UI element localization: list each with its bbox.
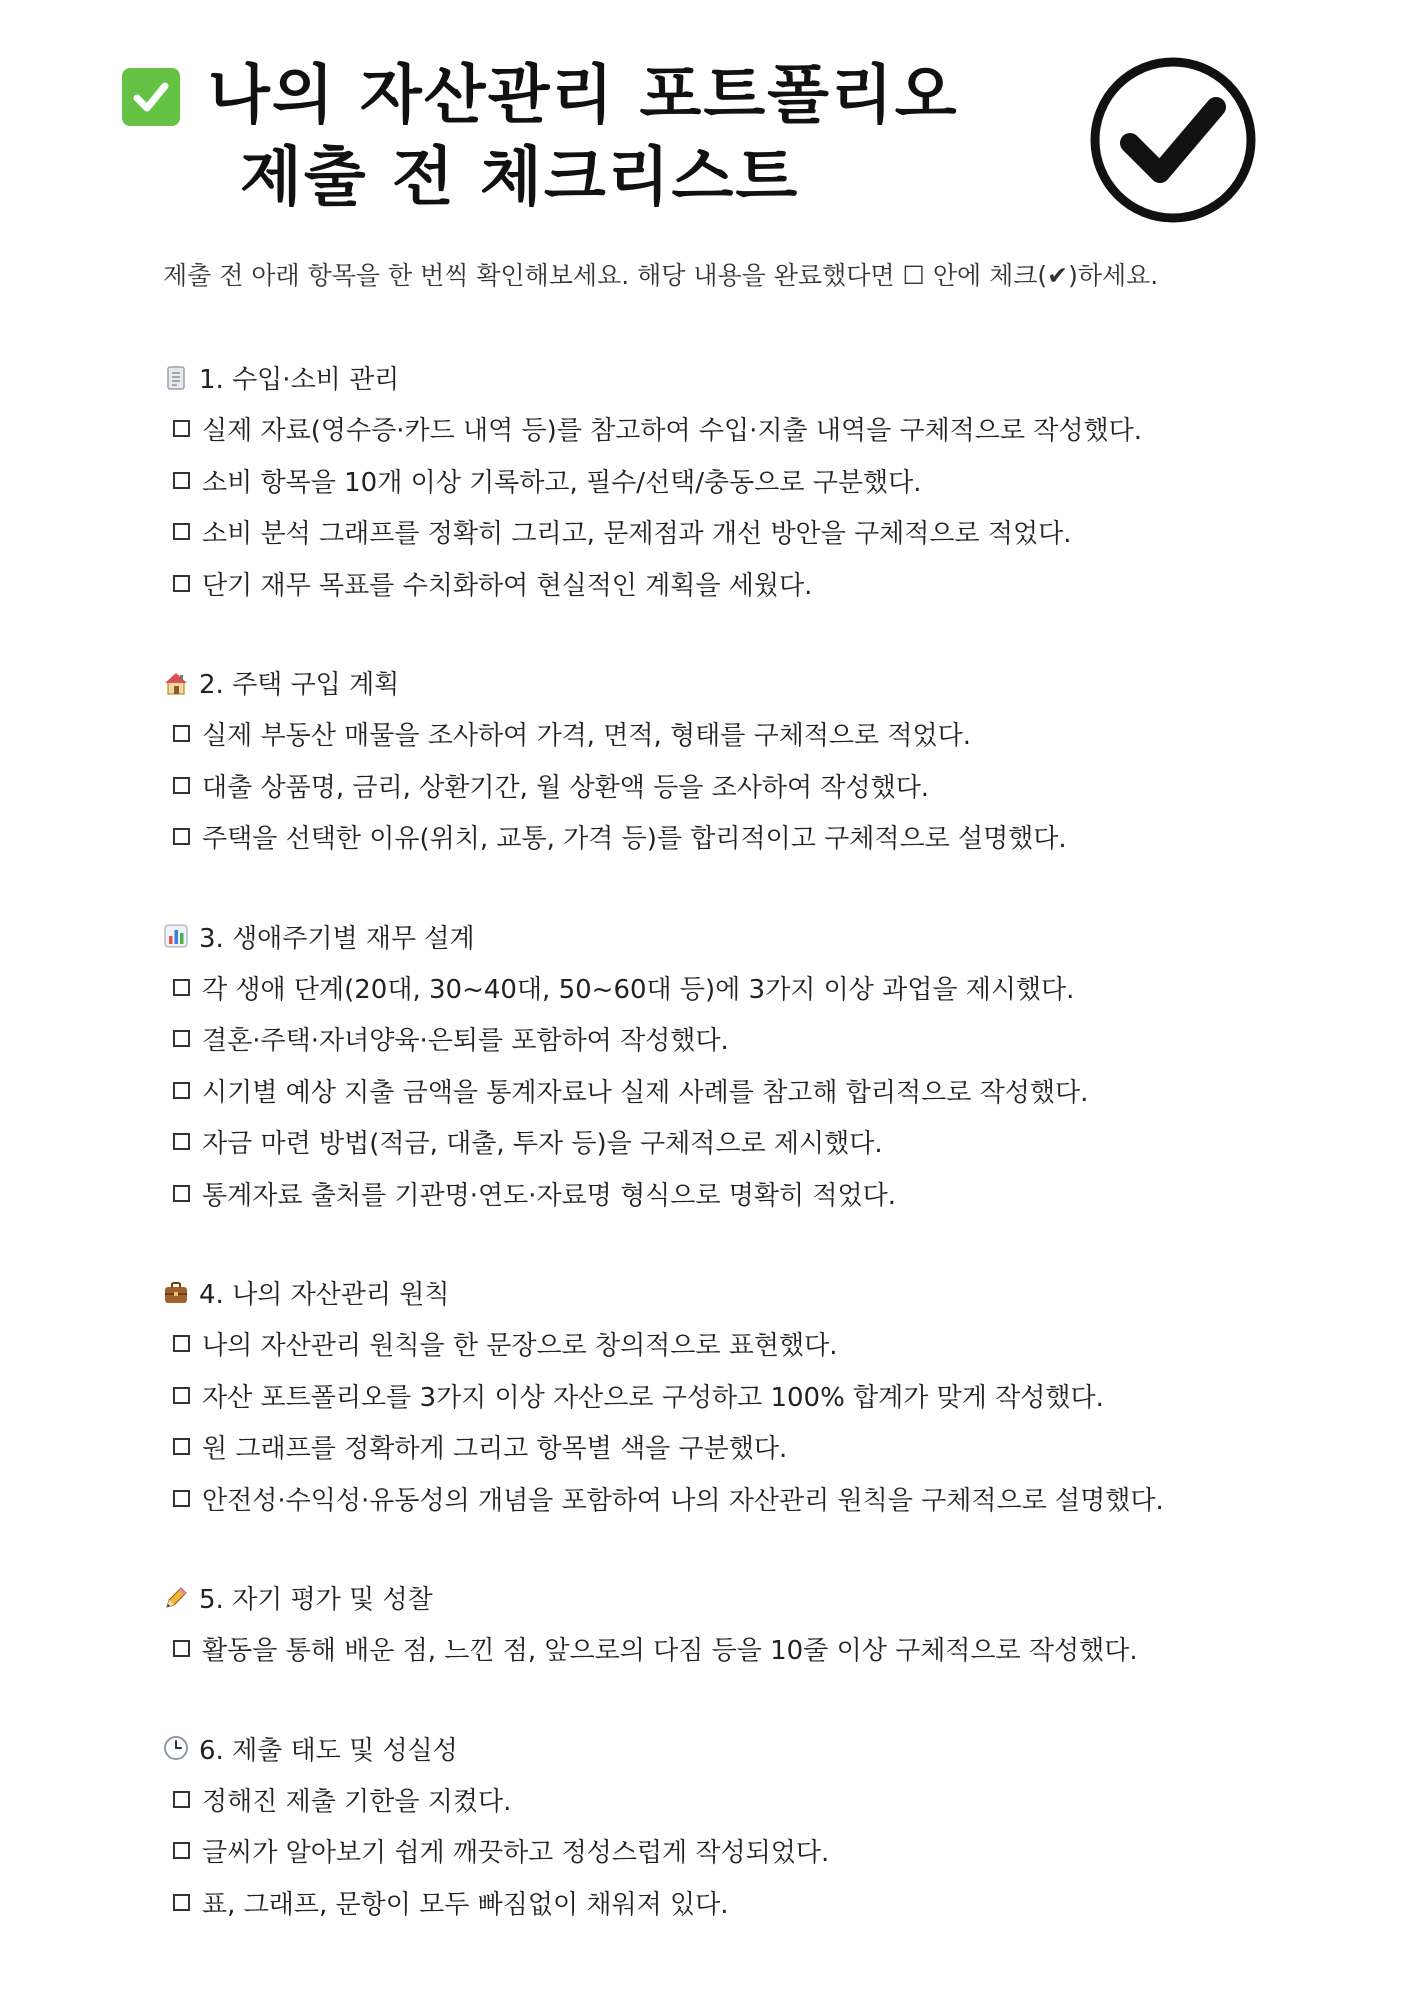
- checkbox[interactable]: [173, 1030, 190, 1047]
- checklist-item-text: 글씨가 알아보기 쉽게 깨끗하고 정성스럽게 작성되었다.: [202, 1838, 830, 1869]
- checkbox[interactable]: [173, 828, 190, 845]
- section-heading: [163, 1723, 1343, 1774]
- checklist: [163, 352, 1343, 1976]
- checklist-item: [163, 760, 1343, 812]
- bar-chart-icon: [163, 923, 189, 949]
- checklist-item-text: 대출 상품명, 금리, 상환기간, 월 상환액 등을 조사하여 작성했다.: [202, 772, 930, 803]
- checklist-item: [163, 811, 1343, 863]
- checklist-item: [163, 1825, 1343, 1877]
- checklist-item-text: 활동을 통해 배운 점, 느낀 점, 앞으로의 다짐 등을 10줄 이상 구체적으로 작성했다.: [202, 1636, 1138, 1667]
- checklist-item: [163, 1774, 1343, 1826]
- house-icon: [163, 670, 189, 696]
- checklist-item: [163, 1370, 1343, 1422]
- checklist-item: [163, 1013, 1343, 1065]
- checklist-item: [163, 403, 1343, 455]
- checklist-item-text: 시기별 예상 지출 금액을 통계자료나 실제 사례를 참고해 합리적으로 작성했다.: [202, 1077, 1089, 1108]
- checkbox[interactable]: [173, 1490, 190, 1507]
- checklist-section: [163, 657, 1343, 863]
- checklist-item-text: 자금 마련 방법(적금, 대출, 투자 등)을 구체적으로 제시했다.: [202, 1129, 883, 1160]
- circled-check-icon: [1088, 55, 1258, 225]
- section-title: 6. 제출 태도 및 성실성: [199, 1735, 458, 1766]
- checklist-item-text: 결혼·주택·자녀양육·은퇴를 포함하여 작성했다.: [202, 1026, 729, 1057]
- checklist-item-text: 자산 포트폴리오를 3가지 이상 자산으로 구성하고 100% 합계가 맞게 작성했다.: [202, 1382, 1104, 1413]
- checkbox[interactable]: [173, 1791, 190, 1808]
- white-check-mark-icon: [122, 68, 180, 126]
- section-title: 2. 주택 구입 계획: [199, 670, 400, 700]
- checklist-item-text: 실제 자료(영수증·카드 내역 등)를 참고하여 수입·지출 내역을 구체적으로 작성했다.: [202, 416, 1143, 447]
- checklist-item: [163, 708, 1343, 760]
- checklist-item-text: 실제 부동산 매물을 조사하여 가격, 면적, 형태를 구체적으로 적었다.: [202, 721, 972, 752]
- checklist-section: [163, 911, 1343, 1220]
- checklist-item-text: 각 생애 단계(20대, 30~40대, 50~60대 등)에 3가지 이상 과업을 제시했다.: [202, 974, 1075, 1005]
- briefcase-icon: [163, 1280, 189, 1306]
- section-title: 1. 수입·소비 관리: [199, 365, 400, 395]
- checkbox[interactable]: [173, 1185, 190, 1202]
- section-title: 3. 생애주기별 재무 설계: [199, 923, 475, 954]
- checkbox[interactable]: [173, 725, 190, 742]
- checkbox[interactable]: [173, 979, 190, 996]
- checklist-item: [163, 1318, 1343, 1370]
- checklist-item: [163, 1421, 1343, 1473]
- checklist-item-text: 나의 자산관리 원칙을 한 문장으로 창의적으로 표현했다.: [202, 1331, 838, 1362]
- checklist-item-text: 표, 그래프, 문항이 모두 빠짐없이 채워져 있다.: [202, 1889, 729, 1920]
- checkbox[interactable]: [173, 1082, 190, 1099]
- section-heading: [163, 1267, 1343, 1318]
- page-title-line1: 나의 자산관리 포트폴리오: [208, 59, 959, 133]
- checklist-item: [163, 1623, 1343, 1675]
- checklist-item: [163, 962, 1343, 1014]
- checkbox[interactable]: [173, 1894, 190, 1911]
- page-title-line2: 제출 전 체크리스트: [240, 141, 800, 215]
- checkbox[interactable]: [173, 472, 190, 489]
- checkbox[interactable]: [173, 1335, 190, 1352]
- section-heading: [163, 657, 1343, 708]
- checkbox[interactable]: [173, 1640, 190, 1657]
- checklist-item: [163, 1168, 1343, 1220]
- checklist-section: [163, 1572, 1343, 1675]
- checkbox[interactable]: [173, 1438, 190, 1455]
- section-heading: [163, 352, 1343, 403]
- checkbox[interactable]: [173, 1133, 190, 1150]
- checkbox[interactable]: [173, 523, 190, 540]
- checklist-item: [163, 1065, 1343, 1117]
- checkbox[interactable]: [173, 1842, 190, 1859]
- checklist-item-text: 단기 재무 목표를 수치화하여 현실적인 계획을 세웠다.: [202, 570, 813, 601]
- checklist-item-text: 소비 분석 그래프를 정확히 그리고, 문제점과 개선 방안을 구체적으로 적었다.: [202, 519, 1072, 550]
- section-title: 5. 자기 평가 및 성찰: [199, 1585, 433, 1615]
- checklist-item-text: 안전성·수익성·유동성의 개념을 포함하여 나의 자산관리 원칙을 구체적으로 설명했다.: [202, 1485, 1164, 1516]
- checkbox[interactable]: [173, 575, 190, 592]
- checkbox[interactable]: [173, 1387, 190, 1404]
- section-heading: [163, 911, 1343, 962]
- checklist-item-text: 통계자료 출처를 기관명·연도·자료명 형식으로 명확히 적었다.: [202, 1180, 897, 1211]
- checklist-item: [163, 1116, 1343, 1168]
- checklist-item: [163, 506, 1343, 558]
- receipt-icon: [163, 365, 189, 391]
- checklist-item-text: 주택을 선택한 이유(위치, 교통, 가격 등)를 합리적이고 구체적으로 설명했다.: [202, 824, 1067, 855]
- checklist-item: [163, 455, 1343, 507]
- intro-text: 제출 전 아래 항목을 한 번씩 확인해보세요. 해당 내용을 완료했다면 ☐ 안에 체크(✔)하세요.: [163, 261, 1159, 290]
- checkbox[interactable]: [173, 420, 190, 437]
- checklist-item: [163, 558, 1343, 610]
- checklist-item-text: 원 그래프를 정확하게 그리고 항목별 색을 구분했다.: [202, 1434, 788, 1465]
- clock-icon: [163, 1735, 189, 1761]
- checklist-item-text: 소비 항목을 10개 이상 기록하고, 필수/선택/충동으로 구분했다.: [202, 467, 922, 498]
- pencil-icon: [163, 1585, 189, 1611]
- checklist-item-text: 정해진 제출 기한을 지켰다.: [202, 1786, 512, 1817]
- checklist-section: [163, 1723, 1343, 1929]
- checklist-section: [163, 352, 1343, 609]
- checklist-section: [163, 1267, 1343, 1524]
- checkbox[interactable]: [173, 777, 190, 794]
- page-header: [120, 60, 1320, 230]
- checklist-item: [163, 1473, 1343, 1525]
- section-title: 4. 나의 자산관리 원칙: [199, 1280, 450, 1310]
- section-heading: [163, 1572, 1343, 1623]
- checklist-item: [163, 1877, 1343, 1929]
